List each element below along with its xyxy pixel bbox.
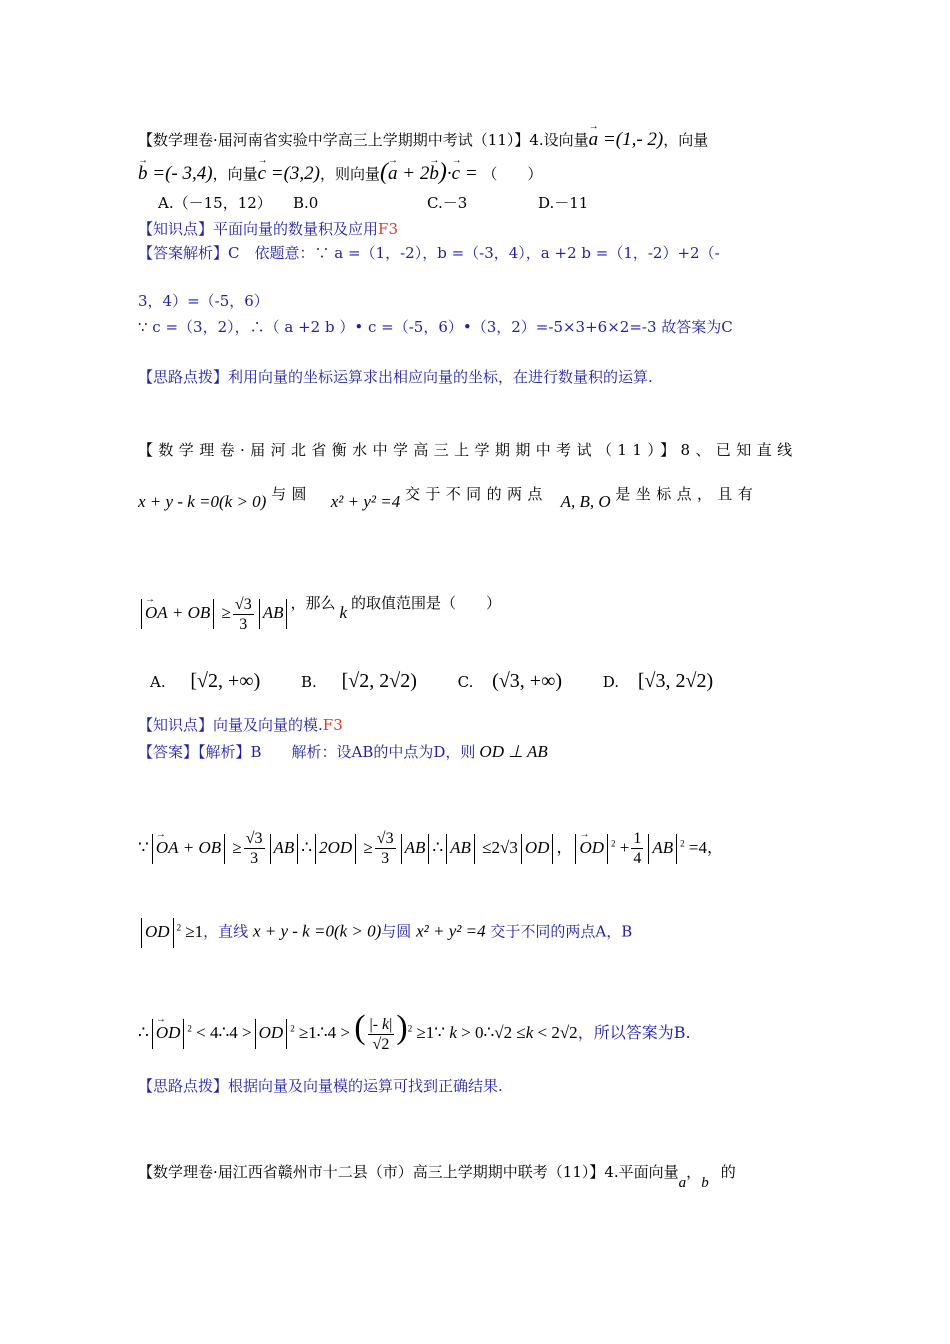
p2-circle-eq: x² + y² =4 bbox=[330, 492, 401, 511]
p2-sol-line3 bbox=[138, 1000, 691, 1056]
p2-answer-label: 【答案】【解析】 bbox=[138, 743, 251, 761]
p2-opt-b: [√2, 2√2) bbox=[341, 670, 417, 692]
p2-stem-line2 bbox=[138, 588, 501, 638]
p2-sol1-b: → OD $^2$ + $\frac{1}{4}$ AB $^2$ =4 bbox=[572, 838, 707, 857]
p3-comma: ， bbox=[686, 1163, 702, 1181]
p2-opt-b-label: B. bbox=[301, 673, 317, 691]
p2-knowledge-label: 【知识点】 bbox=[138, 716, 214, 734]
p2-sol1-comma: ， bbox=[556, 837, 573, 857]
p2-sol2-d: 与圆 bbox=[381, 922, 412, 941]
p2-sol1-comma2: ， bbox=[706, 837, 723, 857]
p2-sol-line2 bbox=[138, 910, 632, 944]
p2-options bbox=[150, 664, 713, 698]
p2-knowledge-text: 向量及向量的模. bbox=[213, 716, 323, 734]
p2-opt-d: [√3, 2√2) bbox=[637, 670, 714, 692]
p1-hint bbox=[138, 367, 653, 387]
p2-opt-a-label: A. bbox=[150, 673, 166, 691]
p1-paren: （ ） bbox=[482, 165, 543, 183]
p2-sol2-b: ，直线 bbox=[203, 922, 249, 941]
p1-option-d: D.－11 bbox=[538, 194, 589, 212]
p1-vec-a: → a =(1,- 2) bbox=[589, 129, 664, 150]
p1-answer-text1: C 依题意：∵ a =（1，-2），b =（-3，4），a +2 b =（1，-2）+2（- bbox=[228, 244, 720, 262]
p2-hint-label: 【思路点拨】 bbox=[138, 1077, 229, 1095]
p1-answer-line2: 3，4）=（-5，6） bbox=[138, 292, 269, 310]
p2-hint bbox=[138, 1076, 503, 1096]
p2-condition: → OA + OB ≥ $\frac{√3}{3}$ AB bbox=[138, 603, 290, 622]
p2-answer bbox=[138, 742, 548, 762]
p3-tail: 的 bbox=[720, 1163, 736, 1181]
p1-stem-line bbox=[138, 159, 543, 185]
p2-hint-text: 根据向量及向量模的运算可找到正确结果. bbox=[228, 1077, 503, 1095]
p1-answer-line3: ∵ c =（3，2），∴（ a +2 b ）• c =（-5，6）•（3，2）=-5×3+6×2=-3 故答案为C bbox=[138, 318, 733, 336]
p3-header: 【数学理卷·届江西省赣州市十二县（市）高三上学期期中联考（11）】4.平面向量 bbox=[138, 1163, 679, 1181]
p2-opt-c: (√3, +∞) bbox=[492, 670, 562, 692]
p2-k: k bbox=[339, 603, 348, 622]
p2-opt-a: [√2, +∞) bbox=[190, 670, 261, 692]
p2-answer-expr: OD ⊥ AB bbox=[479, 742, 548, 761]
p2-opt-c-label: C. bbox=[457, 673, 474, 691]
p1-hint-label: 【思路点拨】 bbox=[138, 368, 229, 386]
p2-sol2-e: x² + y² =4 bbox=[416, 921, 486, 941]
p2-opt-d-label: D. bbox=[602, 673, 620, 691]
p2-stem-line1 bbox=[138, 485, 759, 512]
p1-vec-c: → c =(3,2) bbox=[258, 163, 320, 184]
p2-sol2-a: OD $^2$ ≥1 bbox=[138, 922, 203, 941]
p1-header: 【数学理卷·届河南省实验中学高三上学期期中考试（11）】4.设向量 bbox=[138, 131, 589, 149]
p2-sol2-c: x + y - k =0(k > 0) bbox=[252, 921, 382, 941]
p1-vec-label: ，向量 bbox=[663, 131, 709, 149]
p2-intersect: 交于不同的两点 bbox=[404, 485, 548, 503]
p2-sol2-f: 交于不同的两点A，B bbox=[490, 922, 633, 941]
p3-header-line bbox=[138, 1162, 736, 1191]
p1-header-line bbox=[138, 130, 708, 150]
p1-knowledge bbox=[138, 219, 398, 239]
p1-knowledge-text: 平面向量的数量积及应用 bbox=[213, 220, 379, 238]
p2-header: 【数学理卷·届河北省衡水中学高三上学期期中考试（11）】8、已知直线 bbox=[138, 441, 798, 459]
p1-options bbox=[158, 193, 588, 213]
p2-knowledge-code: F3 bbox=[322, 716, 343, 734]
p2-answer-text: B 解析：设AB的中点为D，则 bbox=[250, 743, 476, 761]
p2-yu-yuan: 与圆 bbox=[271, 485, 312, 503]
p1-knowledge-code: F3 bbox=[378, 220, 398, 238]
p2-sol1-a: ∵→ OA + OB ≥ $\frac{√3}{3}$ AB ∴ 2OD ≥ $\frac{√3}{3}$ AB ∴ AB ≤2√3 OD bbox=[138, 838, 556, 857]
p2-sol-line1 bbox=[138, 818, 723, 868]
p1-answer-line1 bbox=[138, 243, 720, 263]
p1-option-b: B.0 bbox=[293, 194, 319, 212]
p1-then: ，则向量 bbox=[320, 165, 381, 183]
p2-knowledge bbox=[138, 715, 343, 735]
p1-expr: (→ a + 2→ b)·→ c = bbox=[380, 163, 478, 184]
p1-c-label: ，向量 bbox=[212, 165, 258, 183]
p1-hint-text: 利用向量的坐标运算求出相应向量的坐标，在进行数量积的运算. bbox=[228, 368, 653, 386]
p2-cond-tail: ，那么 bbox=[290, 594, 336, 612]
p2-line-eq: x + y - k =0(k > 0) bbox=[138, 492, 267, 511]
p2-sol3: ∴→ OD $^2$ < 4∴4 > OD $^2$ ≥1∴4 > ( $\frac{|- k|}{√2}$ )$^2$ ≥1∵ k > 0∴√2 ≤k < 2√2 bbox=[138, 1023, 578, 1042]
p2-points: A, B, O bbox=[560, 492, 611, 511]
p2-range-text: 的取值范围是（ ） bbox=[351, 594, 502, 612]
p3-vec-a: a bbox=[678, 1175, 687, 1191]
p2-coord: 是坐标点，且有 bbox=[615, 485, 759, 503]
p3-vec-b: b bbox=[701, 1175, 709, 1191]
p1-option-a: A.（－15，12） bbox=[158, 194, 272, 212]
p1-knowledge-label: 【知识点】 bbox=[138, 220, 214, 238]
p1-answer-label: 【答案解析】 bbox=[138, 244, 229, 262]
p1-vec-b: → b =(- 3,4) bbox=[138, 163, 213, 184]
p1-option-c: C.－3 bbox=[427, 194, 468, 212]
p2-sol3-tail: ，所以答案为B. bbox=[577, 1023, 691, 1042]
